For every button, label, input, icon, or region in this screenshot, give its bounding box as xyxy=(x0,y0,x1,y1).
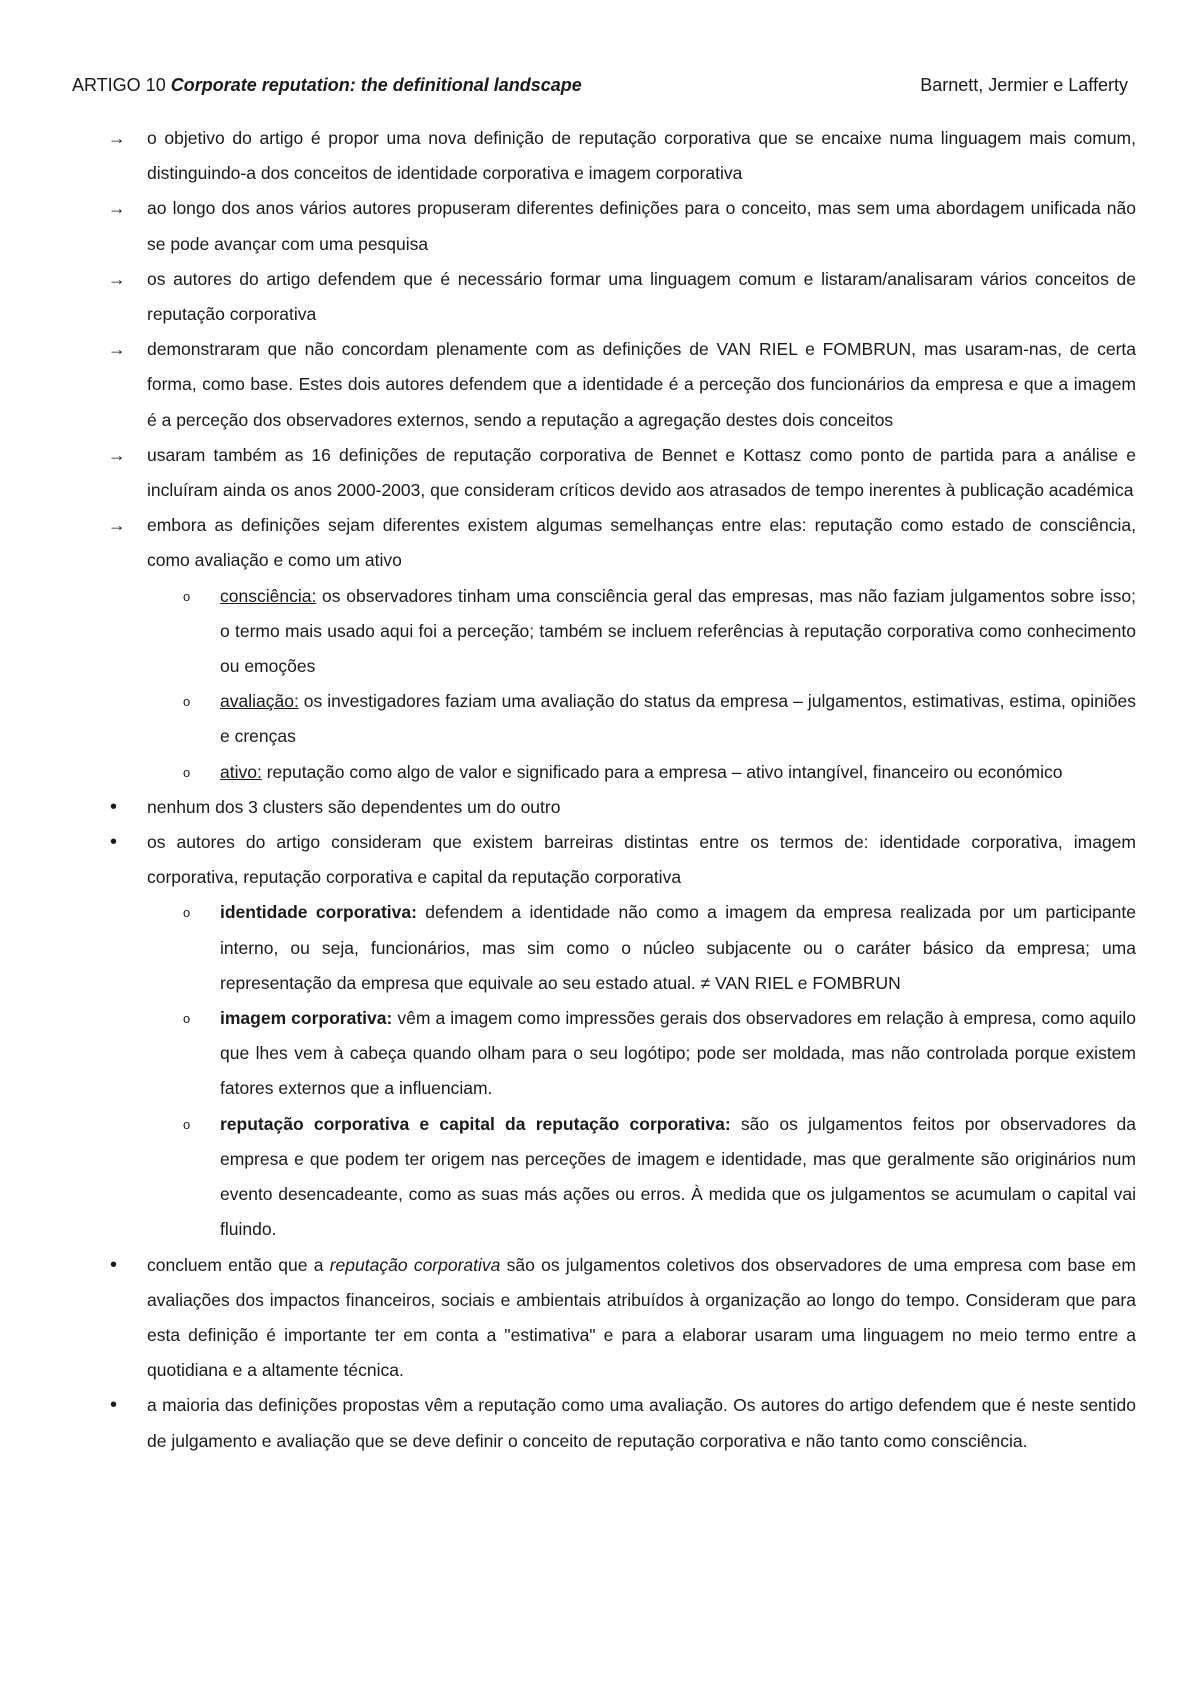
sub-item xyxy=(72,579,1136,685)
bullet-item xyxy=(72,1388,1136,1458)
sub-item-text: são os julgamentos feitos por observadores da empresa e que podem ter origem nas perceções de imagem e identidade, mas que geralmente são originários num evento desencadeante, como as suas más ações ou erros. À medida que os julgamentos se acumulam o capital vai fluindo. xyxy=(220,1113,1136,1240)
item-text: demonstraram que não concordam plenamente com as definições de VAN RIEL e FOMBRUN, mas usaram-nas, de certa forma, como base. Estes dois autores defendem que a identidade é a perceção dos funcionários da empresa e que a imagem é a perceção dos observadores externos, sendo a reputação a agregação destes dois conceitos xyxy=(147,339,1136,430)
sub-item xyxy=(72,895,1136,1001)
bullet-item xyxy=(72,825,1136,895)
circle-bullet-icon: o xyxy=(183,764,191,780)
arrow-icon: → xyxy=(108,268,126,289)
arrow-item xyxy=(72,332,1136,438)
arrow-item xyxy=(72,262,1136,332)
bullet-item xyxy=(72,790,1136,825)
sub-item-text: defendem a identidade não como a imagem da empresa realizada por um participante interno, ou seja, funcionários, mas sim como o núcleo subjacente ou o caráter básico da empresa; uma representação da empresa que equivale ao seu estado atual. ≠ VAN RIEL e FOMBRUN xyxy=(220,902,1136,993)
bullet-icon: • xyxy=(110,795,118,818)
item-text: ao longo dos anos vários autores propuseram diferentes definições para o conceito, mas sem uma abordagem unificada não se pode avançar com uma pesquisa xyxy=(147,198,1136,254)
article-title: Corporate reputation: the definitional landscape xyxy=(170,75,582,95)
item-text: embora as definições sejam diferentes existem algumas semelhanças entre elas: reputação como estado de consciência, como avaliação e como um ativo xyxy=(147,515,1136,571)
document-header xyxy=(72,72,1128,98)
circle-bullet-icon: o xyxy=(183,588,191,604)
arrow-icon: → xyxy=(108,128,126,148)
item-text: os autores do artigo consideram que existem barreiras distintas entre os termos de: identidade corporativa, imagem corporativa, reputação corporativa e capital da reputação corporativa xyxy=(147,832,1136,888)
bullet-icon: • xyxy=(110,1394,118,1417)
article-authors: Barnett, Jermier e Lafferty xyxy=(920,75,1128,95)
sub-item-term: reputação corporativa e capital da reputação corporativa: xyxy=(220,1113,731,1134)
sub-item-term: identidade corporativa: xyxy=(220,902,417,923)
item-text: nenhum dos 3 clusters são dependentes um do outro xyxy=(147,796,561,817)
sub-item-text: os investigadores faziam uma avaliação do status da empresa – julgamentos, estimativas, estima, opiniões e crenças xyxy=(220,691,1136,747)
sub-item-term: ativo: xyxy=(220,761,262,782)
arrow-icon: → xyxy=(108,444,126,465)
arrow-icon: → xyxy=(108,515,126,536)
arrow-item xyxy=(72,191,1136,261)
item-text-start: concluem então que a xyxy=(147,1254,330,1275)
item-text: os autores do artigo defendem que é necessário formar uma linguagem comum e listaram/analisaram vários conceitos de reputação corporativa xyxy=(147,268,1136,325)
sub-item-term: avaliação: xyxy=(220,691,299,712)
bullet-icon: • xyxy=(110,1253,118,1276)
article-number: ARTIGO 10 xyxy=(72,75,171,95)
arrow-icon: → xyxy=(108,198,126,219)
item-text: o objetivo do artigo é propor uma nova definição de reputação corporativa que se encaixe numa linguagem mais comum, distinguindo-a dos conceitos de identidade corporativa e imagem corporativa xyxy=(147,128,1136,184)
item-text: usaram também as 16 definições de reputação corporativa de Bennet e Kottasz como ponto de partida para a análise e incluíram ainda os anos 2000-2003, que consideram críticos devido aos atrasados de tempo inerentes à publicação académica xyxy=(147,444,1136,501)
item-text-end: são os julgamentos coletivos dos observadores de uma empresa com base em avaliações dos impactos financeiros, sociais e ambientais atribuídos à organização ao longo do tempo. Consideram que para esta definição é importante ter em conta a "estimativa" e para a elaborar usaram uma linguagem no meio termo entre a quotidiana e a altamente técnica. xyxy=(147,1254,1136,1381)
sub-item-text: reputação como algo de valor e significado para a empresa – ativo intangível, financeiro ou económico xyxy=(261,761,1063,782)
sub-item-term: consciência: xyxy=(220,585,317,606)
circle-bullet-icon: o xyxy=(183,1011,191,1027)
bullet-item xyxy=(72,1248,1136,1389)
sub-item-term: imagem corporativa: xyxy=(220,1008,393,1029)
circle-bullet-icon: o xyxy=(183,905,191,921)
arrow-icon: → xyxy=(108,339,126,360)
document-body xyxy=(72,121,1136,1459)
arrow-item xyxy=(72,438,1136,508)
sub-item xyxy=(72,1107,1136,1248)
bullet-icon: • xyxy=(110,831,118,854)
article-heading xyxy=(72,72,582,98)
sub-item xyxy=(72,1001,1136,1107)
sub-item-text: os observadores tinham uma consciência geral das empresas, mas não faziam julgamentos sobre isso; o termo mais usado aqui foi a perceção; também se incluem referências à reputação corporativa como conhecimento ou emoções xyxy=(220,585,1136,677)
sub-item xyxy=(72,684,1136,754)
arrow-item xyxy=(72,508,1136,578)
circle-bullet-icon: o xyxy=(183,1116,191,1132)
circle-bullet-icon: o xyxy=(183,694,191,710)
item-text-emphasis: reputação corporativa xyxy=(329,1254,501,1275)
sub-item xyxy=(72,755,1136,790)
sub-item-text: vêm a imagem como impressões gerais dos observadores em relação à empresa, como aquilo que lhes vem à cabeça quando olham para o seu logótipo; pode ser moldada, mas não controlada porque existem fatores externos que a influenciam. xyxy=(220,1008,1137,1099)
item-text: a maioria das definições propostas vêm a reputação como uma avaliação. Os autores do artigo defendem que é neste sentido de julgamento e avaliação que se deve definir o conceito de reputação corporativa e não tanto como consciência. xyxy=(147,1395,1136,1451)
arrow-item xyxy=(72,121,1136,191)
